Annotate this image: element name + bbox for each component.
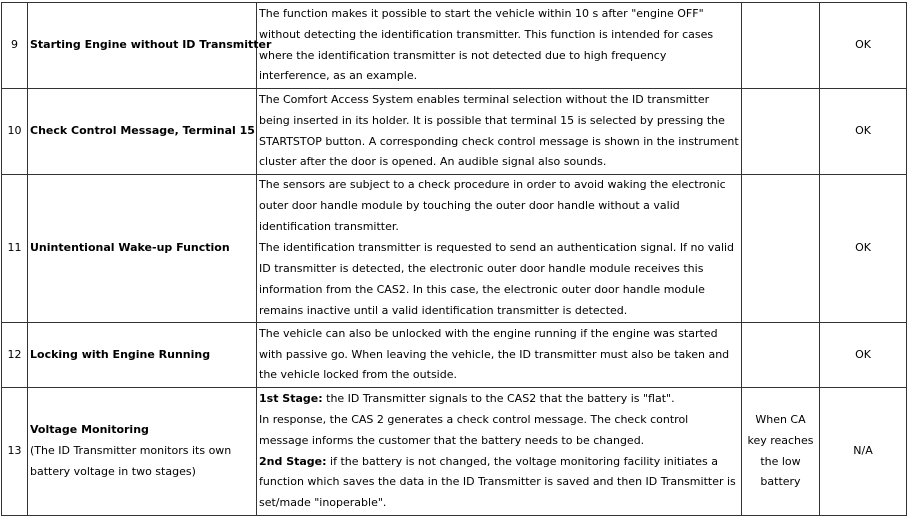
table-row	[2, 388, 907, 516]
feature-description	[257, 89, 742, 175]
test-result: OK	[820, 175, 907, 323]
test-result: OK	[820, 3, 907, 89]
feature-test-table	[1, 2, 907, 516]
test-condition	[742, 3, 820, 89]
test-condition	[742, 175, 820, 323]
test-result: OK	[820, 89, 907, 175]
feature-name: Unintentional Wake-up Function	[28, 175, 257, 323]
row-number: 9	[2, 3, 28, 89]
feature-name	[28, 388, 257, 516]
row-number: 12	[2, 323, 28, 388]
description-paragraph: The sensors are subject to a check procedure in order to avoid waking the electronic outer door handle module by touching the outer door handle without a valid identification transmitter.	[259, 178, 726, 234]
stage-2-label: 2nd Stage:	[259, 454, 327, 468]
test-condition: When CA key reaches the low battery	[742, 388, 820, 516]
description-paragraph: The function makes it possible to start the vehicle within 10 s after "engine OFF" without detecting the identification transmitter. This function is intended for cases where the identification transmitter is not detected due to high frequency interference, as an example.	[259, 6, 714, 83]
test-condition	[742, 323, 820, 388]
stage-1-continuation: In response, the CAS 2 generates a check control message. The check control message informs the customer that the battery needs to be changed.	[259, 412, 689, 447]
stage-1-label: 1st Stage:	[259, 391, 323, 405]
stage-1-text: the ID Transmitter signals to the CAS2 that the battery is "flat".	[322, 391, 675, 405]
stage-2-text: if the battery is not changed, the voltage monitoring facility initiates a function which saves the data in the ID Transmitter is saved and then ID Transmitter is set/made "inoperable".	[259, 454, 736, 510]
feature-name: Check Control Message, Terminal 15	[28, 89, 257, 175]
test-result: N/A	[820, 388, 907, 516]
test-result: OK	[820, 323, 907, 388]
feature-description	[257, 323, 742, 388]
feature-name: Starting Engine without ID Transmitter	[28, 3, 257, 89]
test-condition	[742, 89, 820, 175]
feature-description	[257, 388, 742, 516]
feature-subtitle: (The ID Transmitter monitors its own battery voltage in two stages)	[30, 444, 232, 478]
table-row	[2, 89, 907, 175]
feature-description	[257, 175, 742, 323]
stage-2-paragraph	[259, 452, 739, 515]
table-row	[2, 175, 907, 323]
feature-description	[257, 3, 742, 89]
description-paragraph: The vehicle can also be unlocked with the engine running if the engine was started with passive go. When leaving the vehicle, the ID transmitter must also be taken and the vehicle locked from the outside.	[259, 326, 730, 382]
row-number: 10	[2, 89, 28, 175]
feature-title: Voltage Monitoring	[30, 423, 149, 437]
description-paragraph: The Comfort Access System enables terminal selection without the ID transmitter being inserted in its holder. It is possible that terminal 15 is selected by pressing the STARTSTOP button. A corresponding check control message is shown in the instrument cluster after the door is opened. An audible signal also sounds.	[259, 92, 739, 169]
table-row	[2, 323, 907, 388]
row-number: 13	[2, 388, 28, 516]
row-number: 11	[2, 175, 28, 323]
stage-1-paragraph	[259, 389, 739, 410]
table-row	[2, 3, 907, 89]
description-paragraph: The identification transmitter is requested to send an authentication signal. If no valid ID transmitter is detected, the electronic outer door handle module receives this information from the CAS2. In this case, the electronic outer door handle module remains inactive until a valid identification transmitter is detected.	[259, 241, 735, 317]
feature-name: Locking with Engine Running	[28, 323, 257, 388]
